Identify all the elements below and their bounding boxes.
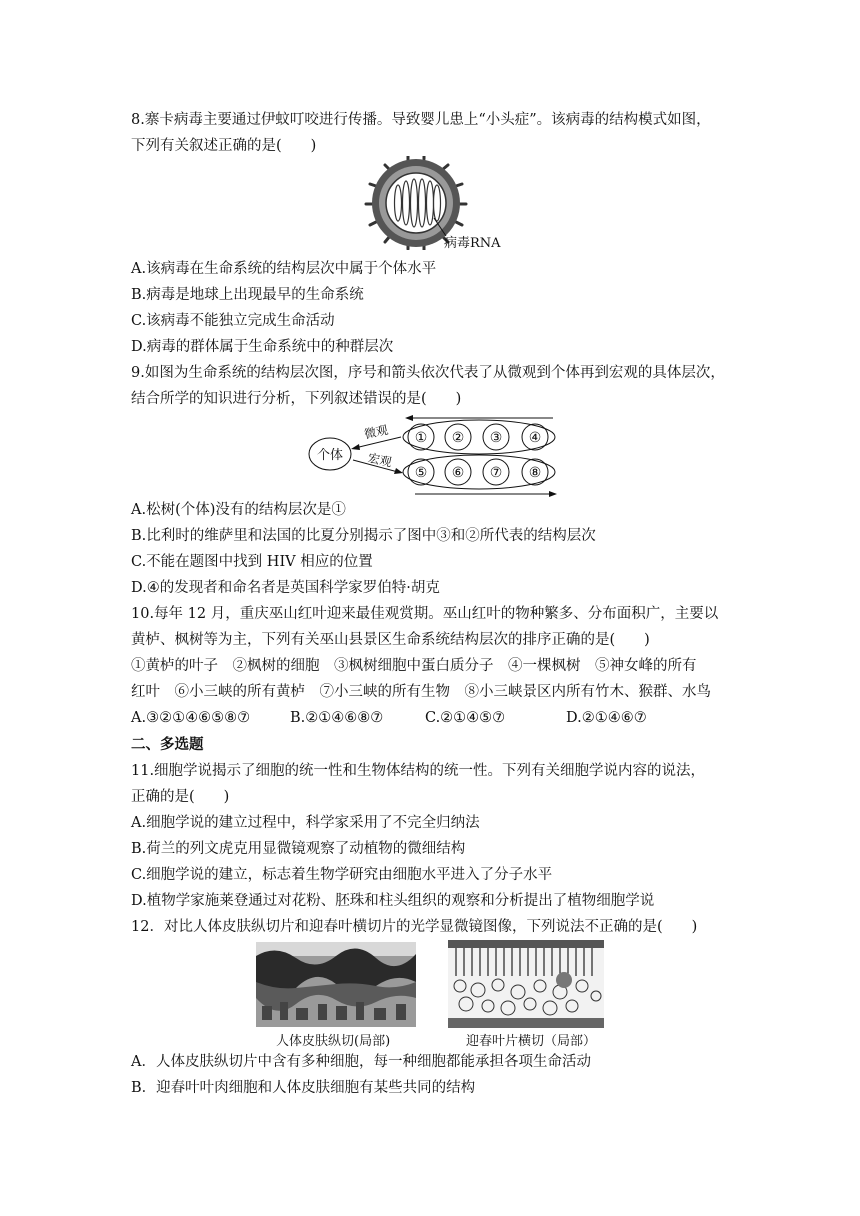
- level-8-label: ⑧: [528, 465, 542, 481]
- q10-option-d: D.②①④⑥⑦: [566, 710, 647, 726]
- q12-option-b: B．迎春叶叶肉细胞和人体皮肤细胞有某些共同的结构: [131, 1080, 476, 1096]
- level-1-label: ①: [414, 430, 428, 446]
- q11-stem-line1: 11.细胞学说揭示了细胞的统一性和生物体结构的统一性。下列有关细胞学说内容的说法，: [131, 763, 706, 779]
- q9-option-b: B.比利时的维萨里和法国的比夏分别揭示了图中③和②所代表的结构层次: [131, 528, 596, 544]
- q11-option-b: B.荷兰的列文虎克用显微镜观察了动植物的微细结构: [131, 841, 466, 857]
- section-heading: 二、多选题: [131, 736, 204, 753]
- q9-option-c: C.不能在题图中找到 HIV 相应的位置: [131, 554, 373, 570]
- q8-option-b: B.病毒是地球上出现最早的生命系统: [131, 287, 364, 303]
- level-7-label: ⑦: [489, 465, 503, 481]
- level-4-label: ④: [528, 430, 542, 446]
- q9-stem-line1: 9.如图为生命系统的结构层次图，序号和箭头依次代表了从微观到个体再到宏观的具体层次，: [131, 365, 725, 381]
- q12-stem-line1: 12．对比人体皮肤纵切片和迎春叶横切片的光学显微镜图像，下列说法不正确的是( ): [131, 919, 698, 935]
- leaf-section-micrograph: [448, 940, 604, 1028]
- q10-option-b: B.②①④⑥⑧⑦: [290, 710, 384, 726]
- skin-caption: 人体皮肤纵切(局部): [276, 1034, 391, 1049]
- q10-option-a: A.③②①④⑥⑤⑧⑦: [131, 710, 251, 726]
- q11-option-a: A.细胞学说的建立过程中，科学家采用了不完全归纳法: [131, 815, 480, 831]
- level-6-label: ⑥: [451, 465, 465, 481]
- level-3-label: ③: [489, 430, 503, 446]
- q10-stem-line2: 黄栌、枫树等为主，下列有关巫山县景区生命系统结构层次的排序正确的是( ): [131, 632, 650, 648]
- q11-option-c: C.细胞学说的建立，标志着生物学研究由细胞水平进入了分子水平: [131, 867, 553, 883]
- individual-label: 个体: [316, 448, 344, 463]
- q9-option-d: D.④的发现者和命名者是英国科学家罗伯特·胡克: [131, 580, 440, 596]
- q10-stem-line4: 红叶 ⑥小三峡的所有黄栌 ⑦小三峡的所有生物 ⑧小三峡景区内所有竹木、猴群、水鸟: [131, 684, 711, 700]
- micro-label: 微观: [362, 422, 390, 442]
- q9-stem-line2: 结合所学的知识进行分析，下列叙述错误的是( ): [131, 391, 462, 407]
- q9-option-a: A.松树(个体)没有的结构层次是①: [131, 502, 346, 518]
- q10-stem-line1: 10.每年 12 月，重庆巫山红叶迎来最佳观赏期。巫山红叶的物种繁多、分布面积广，主要以: [131, 606, 719, 622]
- level-5-label: ⑤: [414, 465, 428, 481]
- q8-option-a: A.该病毒在生命系统的结构层次中属于个体水平: [131, 261, 437, 277]
- level-2-label: ②: [451, 430, 465, 446]
- life-system-levels-diagram: [305, 412, 560, 500]
- q8-option-d: D.病毒的群体属于生命系统中的种群层次: [131, 339, 394, 355]
- q11-stem-line2: 正确的是( ): [131, 789, 230, 805]
- q12-option-a: A．人体皮肤纵切片中含有多种细胞，每一种细胞都能承担各项生命活动: [131, 1054, 591, 1070]
- virus-rna-label: 病毒RNA: [444, 236, 501, 251]
- leaf-caption: 迎春叶片横切（局部）: [466, 1034, 597, 1049]
- q11-option-d: D.植物学家施莱登通过对花粉、胚珠和柱头组织的观察和分析提出了植物细胞学说: [131, 893, 655, 909]
- macro-label: 宏观: [366, 450, 394, 470]
- q8-stem-line1: 8.寨卡病毒主要通过伊蚊叮咬进行传播。导致婴儿患上“小头症”。该病毒的结构模式如图，: [131, 112, 711, 128]
- q8-stem-line2: 下列有关叙述正确的是( ): [131, 138, 317, 154]
- q10-stem-line3: ①黄栌的叶子 ②枫树的细胞 ③枫树细胞中蛋白质分子 ④一棵枫树 ⑤神女峰的所有: [131, 658, 697, 674]
- q10-option-c: C.②①④⑤⑦: [425, 710, 506, 726]
- q8-option-c: C.该病毒不能独立完成生命活动: [131, 313, 335, 329]
- skin-section-micrograph: [256, 942, 416, 1027]
